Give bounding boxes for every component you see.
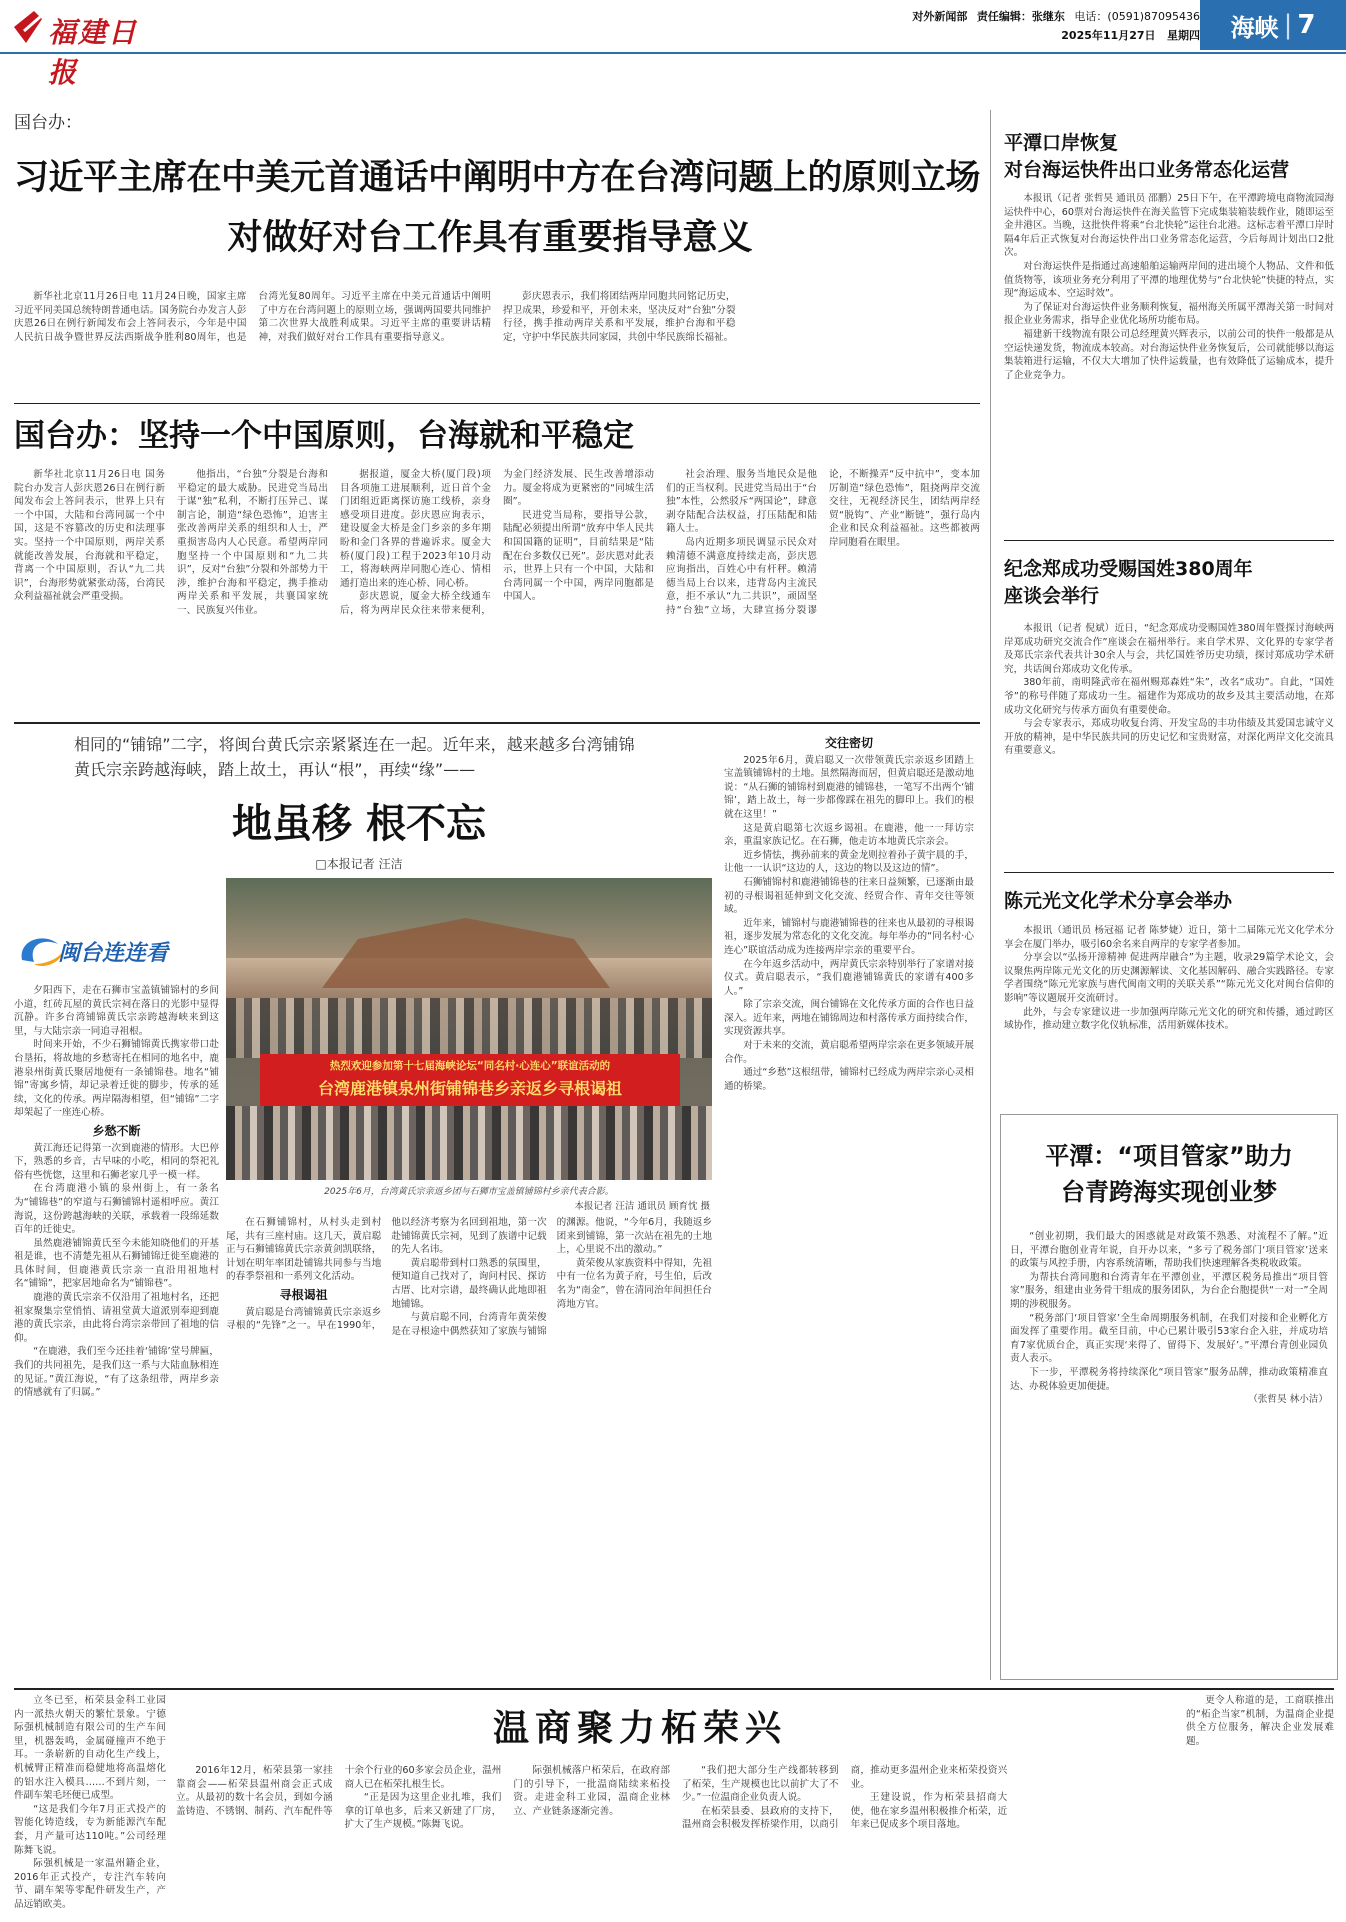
r1-title xyxy=(1004,130,1334,184)
a3-para: 对于未来的交流，黄启聪希望两岸宗亲在更多领域开展合作。 xyxy=(724,1040,974,1065)
a2-para: 社会治理、服务当地民众是他们的正当权利。民进党当局出于“台独”本性，公然驳斥“两国论”，肆意剥夺陆配合法权益，打压陆配和陆籍人士。 xyxy=(666,469,817,535)
r4-body xyxy=(1010,1230,1328,1670)
a1-kicker: 国台办： xyxy=(14,113,82,133)
a3-para: 通过“乡愁”这根纽带，铺锦村已经成为两岸宗亲心灵相通的桥梁。 xyxy=(724,1067,974,1092)
r2-title-line1: 纪念郑成功受赐国姓380周年 xyxy=(1004,558,1253,580)
masthead-logo xyxy=(8,5,148,89)
r1-body xyxy=(1004,192,1334,522)
a3-para: 近乡情怯，携孙前来的黄金龙则拉着孙子黄宇晨的手，让他一一认识“这边的人，这边的物以及这边的情”。 xyxy=(724,849,974,875)
b1-para: 2016年12月，柘荣县第一家挂靠商会——柘荣县温州商会正式成立。从最初的数十名会员，到如今涵盖铸造、不锈钢、制药、汽车配件等十余个行业的60多家会员企业，温州商人已在柘荣扎根生长。 xyxy=(176,1765,502,1817)
phone-label: 电话：(0591)87095436 xyxy=(1074,10,1200,23)
r2-body xyxy=(1004,622,1334,862)
r3-para: 本报讯（通讯员 杨冠福 记者 陈梦婕）近日，第十二届陈元光文化学术分享会在厦门举办，吸引60余名来自两岸的专家学者参加。 xyxy=(1004,925,1334,950)
b1-para: “这是我们今年7月正式投产的智能化铸造线，专为新能源汽车配套，月产量可达110吨。”公司经理陈舞飞说。 xyxy=(14,1803,166,1856)
r4-para: （张哲昊 林小洁） xyxy=(1248,1394,1328,1406)
a2-para: 新华社北京11月26日电 国务院台办发言人彭庆恩26日在例行新闻发布会上答问表示，世界上只有一个中国，大陆和台湾同属一个中国，这是不容篡改的历史和法理事实。坚持一个中国原则，两岸关系就能改善发展，台海就和平稳定，背离一个中国原则，否认“九二共识”，台海形势就紧张动荡，台湾民众利益福祉就会严重受损。 xyxy=(14,469,165,603)
a3-byline: □本报记者 汪洁 xyxy=(315,857,403,871)
a3-para: 黄荣俊从家族资料中得知，先祖中有一位名为黄子府，号生伯，后改名为“南金”，曾在清同治年间担任台湾地方官。 xyxy=(556,1257,712,1310)
a2-divider xyxy=(14,722,980,724)
a3-subhead-3: 交往密切 xyxy=(824,736,873,750)
r4-para: 下一步，平潭税务将持续深化“项目管家”服务品牌，推动政策精准直达、办税体验更加便捷。 xyxy=(1010,1366,1328,1392)
r3-para: 此外，与会专家建议进一步加强两岸陈元光文化的研究和传播，通过跨区域协作，推动建立数字化仪轨标准，活用新媒体技术。 xyxy=(1004,1006,1334,1032)
banner-line2: 台湾鹿港镇泉州街铺锦巷乡亲返乡寻根谒祖 xyxy=(317,1079,622,1098)
a3-para: 与黄启聪不同，台湾青年黄荣俊是在寻根途中偶然获知了家族与铺锦的渊源。他说，“今年6月，我随返乡团来到铺锦，第一次站在祖先的土地上，心里说不出的激动。” xyxy=(391,1217,712,1337)
r2-para: 380年前，南明隆武帝在福州赐郑森姓“朱”，改名“成功”。自此，“国姓爷”的称号伴随了郑成功一生。福建作为郑成功的故乡及其主要活动地，在郑成功文化研究与传承方面负有重要使命。 xyxy=(1004,677,1334,716)
a3-intro-line2: 黄氏宗亲跨越海峡，踏上故土，再认“根”，再续“缘”—— xyxy=(74,760,476,779)
r4-title-line2: 台青跨海实现创业梦 xyxy=(1061,1178,1277,1206)
page-number: 7 xyxy=(1297,10,1316,40)
b1-para: “正是因为这里企业扎堆，我们拿的订单也多，后来又新建了厂房，扩大了生产规模。”陈舞飞说。 xyxy=(344,1792,502,1831)
r4-para: “税务部门‘项目管家’全生命周期服务机制，在我们对接和企业孵化方面发挥了重要作用。截至目前，中心已累计吸引53家台企入驻，并成功培育7家优质台企，真正实现‘来得了、留得下、发展好’。”平潭台青创业园负责人表示。 xyxy=(1010,1312,1328,1365)
a3-para: 在石狮铺锦村，从村头走到村尾，共有三座村庙。这几天，黄启聪正与石狮铺锦黄氏宗亲黄剑凯联络，计划在明年率团赴铺锦共同参与当地的春季祭祖和一系列文化活动。 xyxy=(226,1217,382,1283)
r4-para: “创业初期，我们最大的困惑就是对政策不熟悉、对流程不了解。”近日，平潭台胞创业青年说，自开办以来，“多亏了税务部门‘项目管家’送来的政策与风控手册，内容系统清晰，帮助我们快速理解各类税收政策。 xyxy=(1010,1231,1328,1270)
a3-subhead-1: 乡愁不断 xyxy=(92,1123,141,1138)
a3-col1 xyxy=(14,984,219,1680)
a3-intro-line1: 相同的“铺锦”二字，将闽台黄氏宗亲紧紧连在一起。近年来，越来越多台湾铺锦 xyxy=(74,735,635,754)
r1-title-line2: 对台海运快件出口业务常态化运营 xyxy=(1004,159,1290,181)
editor-label: 责任编辑：张继东 xyxy=(976,10,1065,23)
a2-title: 国台办：坚持一个中国原则，台海就和平稳定 xyxy=(14,418,634,454)
a3-para: 石狮铺锦村和鹿港铺锦巷的往来日益频繁，已逐渐由最初的寻根谒祖延伸到文化交流、经贸合作、青年交往等领域。 xyxy=(724,876,974,916)
photo-banner xyxy=(260,1054,680,1106)
r3-para: 分享会以“弘扬开漳精神 促进两岸融合”为主题，收录29篇学术论文，会议聚焦两岸陈元光文化的历史渊源解读、文化基因解码、融合实践路径。专家学者围绕“陈元光家族与唐代闽南文明的关联关系”“陈元光文化对闽台信仰的影响”等议题展开交流研讨。 xyxy=(1004,952,1334,1004)
b1-para: “我们把大部分生产线都转移到了柘荣，生产规模也比以前扩大了不少。”一位温商企业负责人说。 xyxy=(681,1765,839,1804)
a2-body xyxy=(14,468,980,716)
a3-para: 2025年6月，黄启聪又一次带领黄氏宗亲返乡团踏上宝盖镇铺锦村的土地。虽然隔海而居，但黄启聪还是激动地说：“从石狮的铺锦村到鹿港的铺锦巷，一笔写不出两个‘铺锦’，踏上故土，每一步都像踩在祖先的脚印上。我们的根就在这里！” xyxy=(724,754,974,820)
r1-title-line1: 平潭口岸恢复 xyxy=(1004,132,1119,154)
bottom-section-rule xyxy=(14,1688,1334,1690)
a3-para: 鹿港的黄氏宗亲不仅沿用了祖地村名，还把祖家聚集宗堂悄悄、请祖堂黄大道派别奉迎到鹿港的黄氏宗亲，由此将台湾宗亲带回了祖地的信仰。 xyxy=(14,1292,219,1344)
a3-logo xyxy=(14,930,224,974)
r3-body xyxy=(1004,924,1334,1104)
photo-credit: 本报记者 汪洁 通讯员 顾育忱 摄 xyxy=(574,1201,710,1212)
b1-para: 王建设说，作为柘荣县招商大使，他在家乡温州积极推介柘荣，近年来已促成多个项目落地。 xyxy=(850,1792,1008,1831)
b1-para: 在柘荣县委、县政府的支持下，温州商会积极发挥桥梁作用，以商引商，推动更多温州企业来柘荣投资兴业。 xyxy=(681,1765,1008,1831)
a3-cols-2-3 xyxy=(226,1216,712,1680)
masthead-title: 福建日报 xyxy=(48,16,139,89)
a3-para: 黄启聪带到村口熟悉的氛围里，便知道自己找对了，询问村民、探访古厝、比对宗谱，最终确认此地即祖地铺锦。 xyxy=(391,1257,547,1310)
banner-line1: 热烈欢迎参加第十七届海峡论坛“同名村·心连心”联谊活动的 xyxy=(329,1060,611,1072)
a1-para: 新华社北京11月26日电 11月24日晚，国家主席习近平同美国总统特朗普通电话。国务院台办发言人彭庆恩26日在例行新闻发布会上答问表示，今年是中国人民抗日战争暨世界反法西斯战争胜利80周年，也是台湾光复80周年。习近平主席在中美元首通话中阐明了中方在台湾问题上的原则立场，强调两国要共同维护第二次世界大战胜利成果。习近平主席的重要讲话精神，对我们做好对台工作具有重要指导意义。 xyxy=(14,291,491,343)
r1-para: 对台海运快件是指通过高速船舶运输两岸间的进出境个人物品、文件和低值货物等，该项业务充分利用了平潭的地理优势与“台北快轮”快捷的特点，实现“海运成本、空运时效”。 xyxy=(1004,260,1334,300)
header-info xyxy=(820,8,1200,43)
r4-para: 为帮扶台湾同胞和台湾青年在平潭创业，平潭区税务局推出“项目管家”服务，组建由业务骨干组成的服务团队，为台企台胞提供“一对一”全周期的涉税服务。 xyxy=(1010,1271,1328,1310)
dept-label: 对外新闻部 xyxy=(912,10,968,23)
section-name: 海峡 xyxy=(1230,13,1279,42)
a1-body xyxy=(14,290,980,404)
section-badge: 海峡 | 7 xyxy=(1200,0,1346,50)
group-photo xyxy=(226,878,712,1180)
a3-intro xyxy=(14,732,724,782)
header-rule xyxy=(0,52,1346,54)
a2-para: 彭庆恩说，厦金大桥全线通车后，将为两岸民众往来带来便利，为金门经济发展、民生改善增添动力。厦金将成为更紧密的“同城生活圈”。 xyxy=(340,469,654,616)
a3-para: 时间来开始，不少石狮铺锦黄氏携家带口赴台垦拓，将故地的乡愁寄托在相同的地名中，鹿港泉州街黄氏聚居地便有一条铺锦巷。地名“铺锦”寄寓乡情，却记录着迁徙的脚步，传承的延续，文化的传承。两岸隔海相望，但“铺锦”二字却架起了一座连心桥。 xyxy=(14,1039,219,1119)
a3-para: 虽然鹿港铺锦黄氏至今未能知晓他们的开基祖是谁，也不清楚先祖从石狮铺锦迁徙至鹿港的具体时间，但鹿港黄氏宗亲一直沿用祖地村名“铺锦”，把家居地命名为“铺锦巷”。 xyxy=(14,1237,219,1290)
a3-para: 近年来，铺锦村与鹿港铺锦巷的往来也从最初的寻根谒祖，逐步发展为常态化的文化交流。每年举办的“同名村·心连心”联谊活动成为连接两岸宗亲的重要平台。 xyxy=(724,917,974,956)
r1-divider xyxy=(1004,540,1334,541)
a3-para: 黄启聪是台湾铺锦黄氏宗亲返乡寻根的“先锋”之一。早在1990年，他以经济考察为名回到祖地，第一次赴铺锦黄氏宗祠，见到了族谱中记载的先人名讳。 xyxy=(226,1217,547,1332)
a3-para: 除了宗亲交流，闽台铺锦在文化传承方面的合作也日益深入。近年来，两地在铺锦周边和村落传承方面持续合作，实现资源共享。 xyxy=(724,999,974,1038)
a3-title: 地虽移 根不忘 xyxy=(232,800,486,847)
b1-col-left xyxy=(14,1694,166,1918)
r3-title: 陈元光文化学术分享会举办 xyxy=(1004,890,1233,912)
photo-caption: 2025年6月，台湾黄氏宗亲返乡团与石狮市宝盖镇铺锦村乡亲代表合影。 xyxy=(324,1187,614,1197)
r2-para: 本报讯（记者 倪斌）近日，“纪念郑成功受赐国姓380周年暨探讨海峡两岸郑成功研究交流合作”座谈会在福州举行。来自学术界、文化界的专家学者及郑氏宗亲代表共计30余人与会，共忆国姓爷历史功绩，探讨郑成功学术研究，共话闽台郑成功文化传承。 xyxy=(1004,623,1334,675)
a3-subhead-2: 寻根谒祖 xyxy=(279,1287,328,1302)
a2-para: 据报道，厦金大桥(厦门段)项目各项施工进展顺利，近日首个金门团组近距离探访施工线桥，亲身感受项目进度。彭庆恩应询表示，建设厦金大桥是金门乡亲的多年期盼和金门各界的普遍诉求。厦金大桥(厦门段)工程于2023年10月动工，将海峡两岸同胞心连心、情相通打造出来的连心桥、同心桥。 xyxy=(340,469,491,589)
b1-para: 际强机械落户柘荣后，在政府部门的引导下，一批温商陆续来柘投资。走进金科工业园，温商企业林立、产业链条逐渐完善。 xyxy=(513,1765,670,1817)
a2-para: 他指出，“台独”分裂是台海和平稳定的最大威胁。民进党当局出于谋“独”私利，不断打压异己、谋制言论，制造“绿色恐怖”，迫害主张改善两岸关系的组织和人士，严重损害岛内人心民意。希望两岸同胞坚持一个中国原则和“九二共识”，反对“台独”分裂和外部势力干涉，维护台海和平稳定，携手推动两岸关系和平发展，共襄国家统一、民族复兴伟业。 xyxy=(177,469,328,616)
r4-title-line1: 平潭：“项目管家”助力 xyxy=(1045,1142,1293,1170)
r1-para: 为了保证对台海运快件业务顺利恢复，福州海关所属平潭海关第一时间对报企业业务需求，指导企业优化场所功能布局。 xyxy=(1004,301,1334,327)
r2-para: 与会专家表示，郑成功收复台湾、开发宝岛的丰功伟绩及其爱国忠诚守义开放的精神，是中华民族共同的历史记忆和宝贵财富，对深化两岸文化交流具有重要意义。 xyxy=(1004,718,1334,757)
a2-para: 民进党当局称，要指导公款，陆配必须提出所谓“放弃中华人民共和国国籍的证明”，目前结果是“陆配在台多数仅已死”。彭庆恩对此表示，世界上只有一个中国，大陆和台湾同属一个中国，两岸同胞都是中国人。 xyxy=(503,509,654,603)
b1-para: 立冬已至，柘荣县金科工业园内一派热火朝天的繁忙景象。宁德际强机械制造有限公司的生产车间里，机器轰鸣，金属碰撞声不绝于耳。一条崭新的自动化生产线上，机械臂正精准而稳健地将高温熔化的铝水注入模具……不到片刻，一件副车架毛坯便已成型。 xyxy=(14,1695,166,1802)
b1-title: 温商聚力柘荣兴 xyxy=(492,1707,787,1749)
a1-divider xyxy=(14,403,980,404)
a2-para: 岛内近期多项民调显示民众对赖清德不满意度持续走高，彭庆恩应询指出，百姓心中有杆秤。赖清德当局上台以来，违背岛内主流民意，拒不承认“九二共识”，顽固坚持“台独”立场，大肆宣扬分裂谬论，不断操弄“反中抗中”，变本加厉制造“绿色恐怖”，阻挠两岸交流交往，无视经济民生，团结两岸经贸“脱钩”、产业“断链”，强行岛内企业和民众利益福祉。这些都被两岸同胞看在眼里。 xyxy=(666,469,980,616)
b1-col-right xyxy=(1186,1694,1334,1918)
a3-para: 夕阳西下，走在石狮市宝盖镇铺锦村的乡间小道，红砖瓦屋的黄氏宗祠在落日的光影中显得沉静。许多台湾铺锦黄氏宗亲跨越海峡来到这里，与大陆宗亲一同追寻祖根。 xyxy=(14,985,219,1037)
r2-title xyxy=(1004,556,1334,610)
a3-logo-text: 闽台连连看 xyxy=(58,940,169,966)
b1-cols-middle xyxy=(176,1764,1176,1918)
r2-title-line2: 座谈会举行 xyxy=(1004,585,1100,607)
r1-para: 本报讯（记者 张哲昊 通讯员 邵鹏）25日下午，在平潭跨境电商物流园海运快件中心，60票对台海运快件在海关监管下完成集装箱装载作业，随即运至金井港区。当晚，这批快件将乘“台北快轮”运往台北港。这标志着平潭口岸时隔4年后正式恢复对台海运快件出口业务常态化运营，今后每周计划出口2批次。 xyxy=(1004,193,1334,259)
a3-para: “在鹿港，我们至今还挂着‘铺锦’堂号牌匾，我们的共同祖先，是我们这一系与大陆血脉相连的见证。”黄江海说，“有了这条纽带，两岸乡亲的情感就有了归属。” xyxy=(14,1346,219,1399)
b1-para: 际强机械是一家温州籍企业，2016年正式投产，专注汽车转向节、副车架等零配件研发生产，产品远销欧美。 xyxy=(14,1858,166,1910)
weekday-label: 星期四 xyxy=(1167,29,1200,42)
b1-para: 更令人称道的是，工商联推出的“柘企当家”机制，为温商企业提供全方位服务，解决企业发展难题。 xyxy=(1186,1695,1334,1747)
a1-para: 彭庆恩表示，我们将团结两岸同胞共同铭记历史，捍卫成果，珍爱和平，开创未来，坚决反对“台独”分裂行径，携手推动两岸关系和平发展，维护台海和平稳定，守护中华民族共同家园，共创中华民族绵长福祉。 xyxy=(503,291,736,343)
r1-para: 福建新干线物流有限公司总经理黄兴辉表示，以前公司的快件一般都是从空运快递发货，物流成本较高。对台海运快件业务恢复后，公司就能够以海运集装箱进行运输，不仅大大增加了快件运载量，也有效降低了运输成本，提升了企业竞争力。 xyxy=(1004,328,1334,381)
a3-para: 这是黄启聪第七次返乡谒祖。在鹿港，他一一拜访宗亲，重温家族记忆。在石狮，他走访本地黄氏宗亲会。 xyxy=(724,822,974,848)
a3-para: 在台湾鹿港小镇的泉州街上，有一条名为“铺锦巷”的窄道与石狮铺锦村遥相呼应。黄江海说，这份跨越海峡的关联，承载着一段绵延数百年的迁徙史。 xyxy=(14,1183,219,1236)
a1-title-line2: 对做好对台工作具有重要指导意义 xyxy=(227,217,753,258)
a3-para: 在今年返乡活动中，两岸黄氏宗亲特别举行了家谱对接仪式。黄启聪表示，“我们鹿港铺锦黄氏的家谱有400多人。” xyxy=(724,958,974,997)
a1-title-line1: 习近平主席在中美元首通话中阐明中方在台湾问题上的原则立场 xyxy=(14,157,981,198)
date-label: 2025年11月27日 xyxy=(1061,29,1156,42)
r2-divider xyxy=(1004,872,1334,873)
right-column-rule xyxy=(990,110,991,1680)
a3-para: 黄江海还记得第一次到鹿港的情形。大巴停下，熟悉的乡音，古早味的小吃，相同的祭祀礼俗有些恍惚，这里和石狮老家几乎一模一样。 xyxy=(14,1142,219,1181)
a3-col4 xyxy=(724,732,974,1680)
r4-title xyxy=(1004,1138,1334,1210)
